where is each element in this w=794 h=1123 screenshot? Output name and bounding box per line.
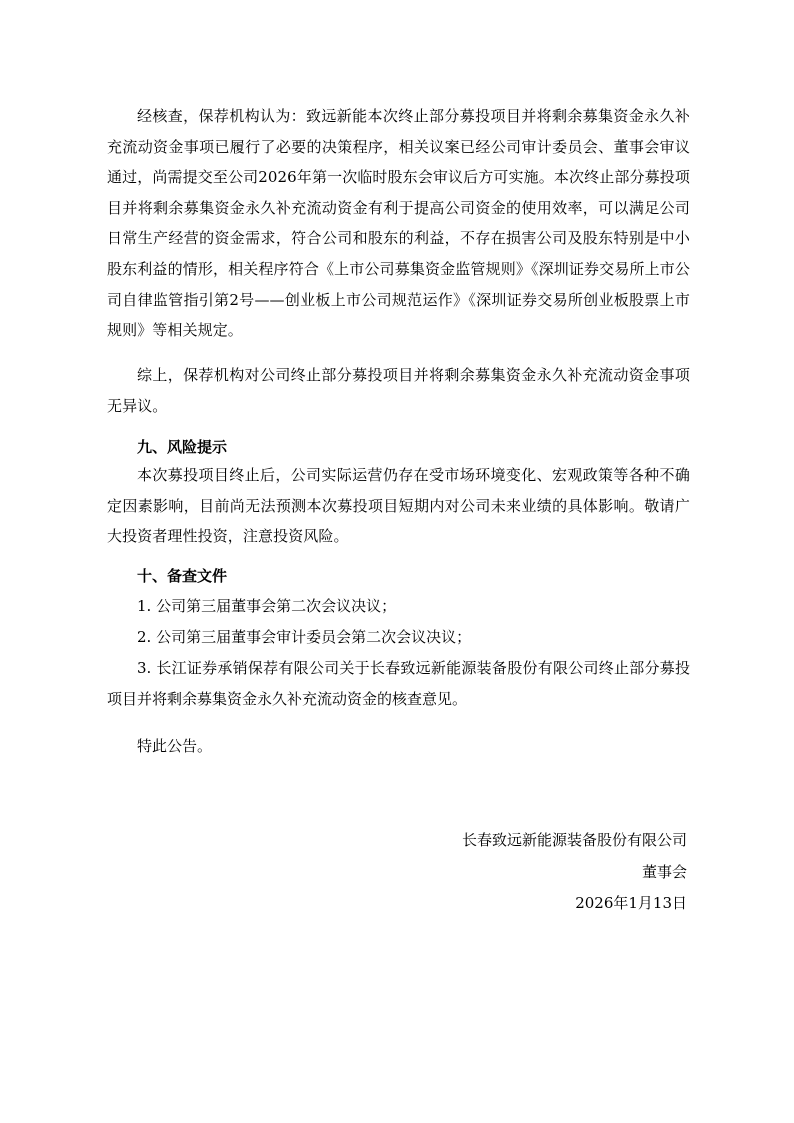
reference-document-item-3: 3. 长江证券承销保荐有限公司关于长春致远新能源装备股份有限公司终止部分募投项目并将剩余募集资金永久补充流动资金的核查意见。 [107, 659, 690, 708]
risk-warning-paragraph: 本次募投项目终止后，公司实际运营仍存在受市场环境变化、宏观政策等各种不确定因素影响，目前尚无法预测本次募投项目短期内对公司未来业绩的具体影响。敬请广大投资者理性投资，注意投资风险。 [107, 466, 690, 546]
section-heading-reference-documents: 十、备查文件 [137, 567, 228, 585]
reference-document-item-1: 1. 公司第三届董事会第二次会议决议； [137, 597, 397, 615]
summary-paragraph: 综上，保荐机构对公司终止部分募投项目并将剩余募集资金永久补充流动资金事项无异议。 [107, 366, 690, 415]
verification-conclusion-paragraph: 经核查，保荐机构认为：致远新能本次终止部分募投项目并将剩余募集资金永久补充流动资金事项已履行了必要的决策程序，相关议案已经公司审计委员会、董事会审议通过，尚需提交至公司2026年第一次临时股东会审议后方可实施。本次终止部分募投项目并将剩余募集资金永久补充流动资金有利于提高公司资金的使用效率，可以满足公司日常生产经营的资金需求，符合公司和股东的利益，不存在损害公司及股东特别是中小股东利益的情形，相关程序符合《上市公司募集资金监管规则》《深圳证券交易所上市公司自律监管指引第2号——创业板上市公司规范运作》《深圳证券交易所创业板股票上市规则》等相关规定。 [107, 107, 690, 340]
signature-board: 董事会 [641, 863, 687, 881]
signature-date: 2026年1月13日 [575, 894, 687, 912]
section-heading-risk-warning: 九、风险提示 [137, 438, 228, 456]
reference-document-item-2: 2. 公司第三届董事会审计委员会第二次会议决议； [137, 628, 472, 646]
closing-statement: 特此公告。 [137, 737, 213, 755]
signature-company: 长春致远新能源装备股份有限公司 [461, 831, 687, 849]
